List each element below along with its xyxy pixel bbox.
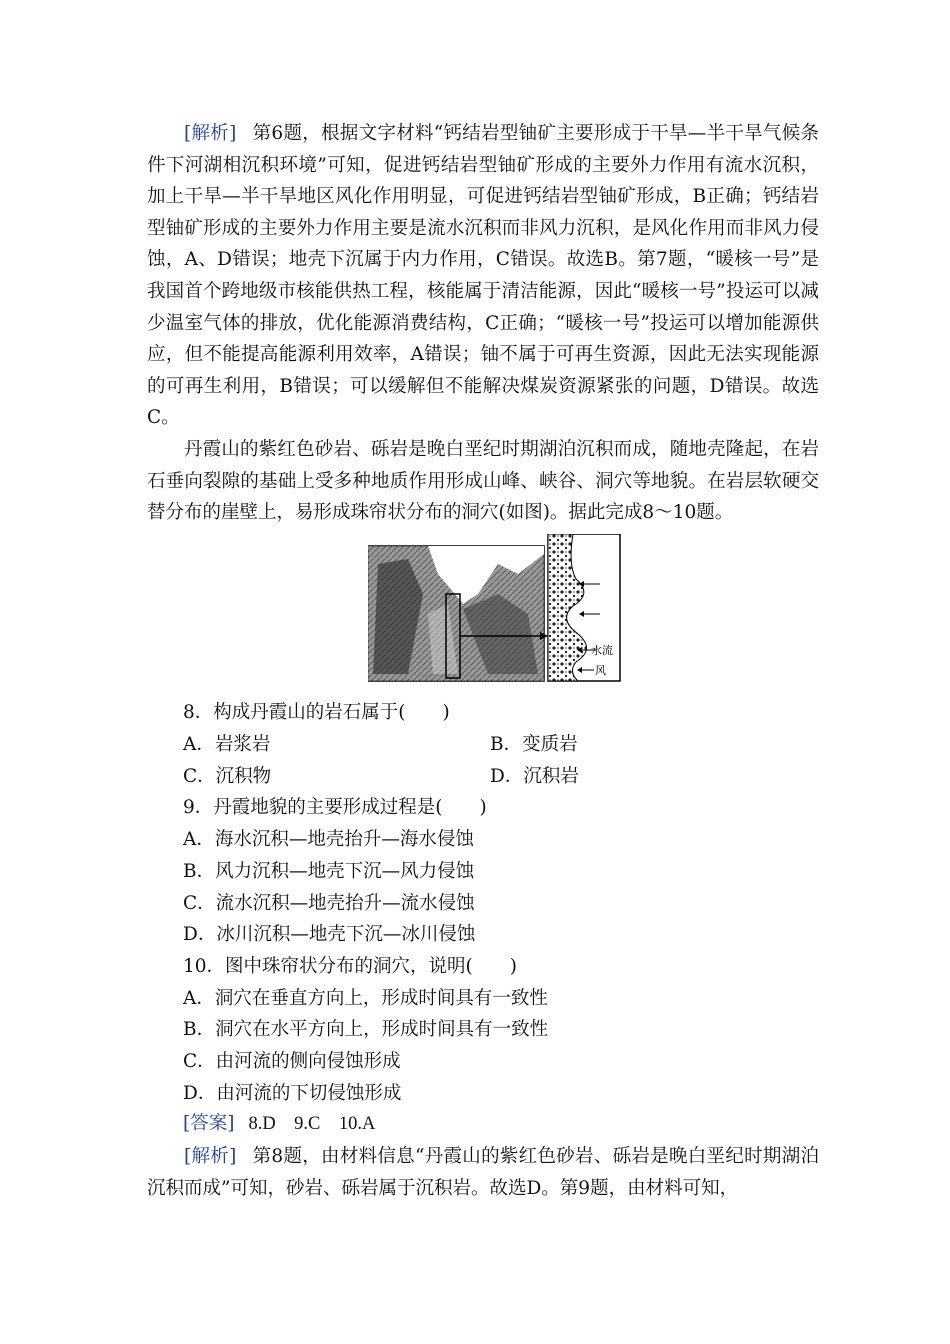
- danxia-cliff-figure: [368, 534, 621, 684]
- label-wind: 风: [595, 664, 606, 677]
- answer-line: [183, 1108, 375, 1141]
- question-10-option-c[interactable]: C．由河流的侧向侵蚀形成: [183, 1051, 401, 1072]
- cliff-diagram: [368, 534, 621, 684]
- question-9-option-c[interactable]: C．流水沉积—地壳抬升—流水侵蚀: [183, 893, 475, 914]
- analysis-paragraph-2: [147, 1141, 819, 1204]
- question-9-option-a[interactable]: A．海水沉积—地壳抬升—海水侵蚀: [183, 829, 474, 850]
- material-paragraph: 丹霞山的紫红色砂岩、砾岩是晚白垩纪时期湖泊沉积而成，随地壳隆起，在岩石垂向裂隙的基础上受多种地质作用形成山峰、峡谷、洞穴等地貌。在岩层软硬交替分布的崖壁上，易形成珠帘状分布的洞穴(如图)。据此完成8～10题。: [147, 439, 819, 524]
- question-10-option-a[interactable]: A．洞穴在垂直方向上，形成时间具有一致性: [183, 988, 548, 1009]
- answer-tag: [答案]: [183, 1113, 235, 1134]
- question-10-stem: 10．图中珠帘状分布的洞穴，说明( ): [183, 956, 517, 977]
- question-10-option-b[interactable]: B．洞穴在水平方向上，形成时间具有一致性: [183, 1019, 549, 1040]
- question-9-stem: 9．丹霞地貌的主要形成过程是( ): [183, 797, 487, 818]
- analysis-text-2: 第8题，由材料信息“丹霞山的紫红色砂岩、砾岩是晚白垩纪时期湖泊沉积而成”可知，砂岩、砾岩属于沉积岩。故选D。第9题，由材料可知，: [147, 1146, 820, 1199]
- question-10-option-d[interactable]: D．由河流的下切侵蚀形成: [183, 1083, 402, 1104]
- cliff-photo: [368, 546, 548, 681]
- cliff-cross-section: [548, 534, 620, 681]
- question-8-option-b[interactable]: B．变质岩: [490, 734, 578, 755]
- question-8-stem: 8．构成丹霞山的岩石属于( ): [183, 702, 450, 723]
- question-8-option-a[interactable]: A．岩浆岩: [183, 734, 271, 755]
- analysis-text: 第6题，根据文字材料“钙结岩型铀矿主要形成于干旱—半干旱气候条件下河湖相沉积环境”可知，促进钙结岩型铀矿形成的主要外力作用有流水沉积，加上干旱—半干旱地区风化作用明显，可促进钙结岩型铀矿形成，B正确；钙结岩型铀矿形成的主要外力作用主要是流水沉积而非风力沉积，是风化作用而非风力侵蚀，A、D错误；地壳下沉属于内力作用，C错误。故选B。第7题，“暖核一号”是我国首个跨地级市核能供热工程，核能属于清洁能源，因此“暖核一号”投运可以减少温室气体的排放，优化能源消费结构，C正确；“暖核一号”投运可以增加能源供应，但不能提高能源利用效率，A错误；铀不属于可再生资源，因此无法实现能源的可再生利用，B错误；可以缓解但不能解决煤炭资源紧张的问题，D错误。故选C。: [147, 123, 820, 429]
- analysis-tag-2: [解析]: [184, 1146, 237, 1167]
- question-9-option-b[interactable]: B．风力沉积—地壳下沉—风力侵蚀: [183, 861, 475, 882]
- question-9-option-d[interactable]: D．冰川沉积—地壳下沉—冰川侵蚀: [183, 924, 476, 945]
- answer-text: 8.D 9.C 10.A: [248, 1114, 376, 1134]
- question-8-option-d[interactable]: D．沉积岩: [490, 766, 579, 787]
- question-8-option-c[interactable]: C．沉积物: [183, 766, 272, 787]
- analysis-tag: [解析]: [184, 123, 237, 144]
- label-water-flow: 水流: [591, 644, 613, 657]
- analysis-paragraph-1: [147, 118, 819, 434]
